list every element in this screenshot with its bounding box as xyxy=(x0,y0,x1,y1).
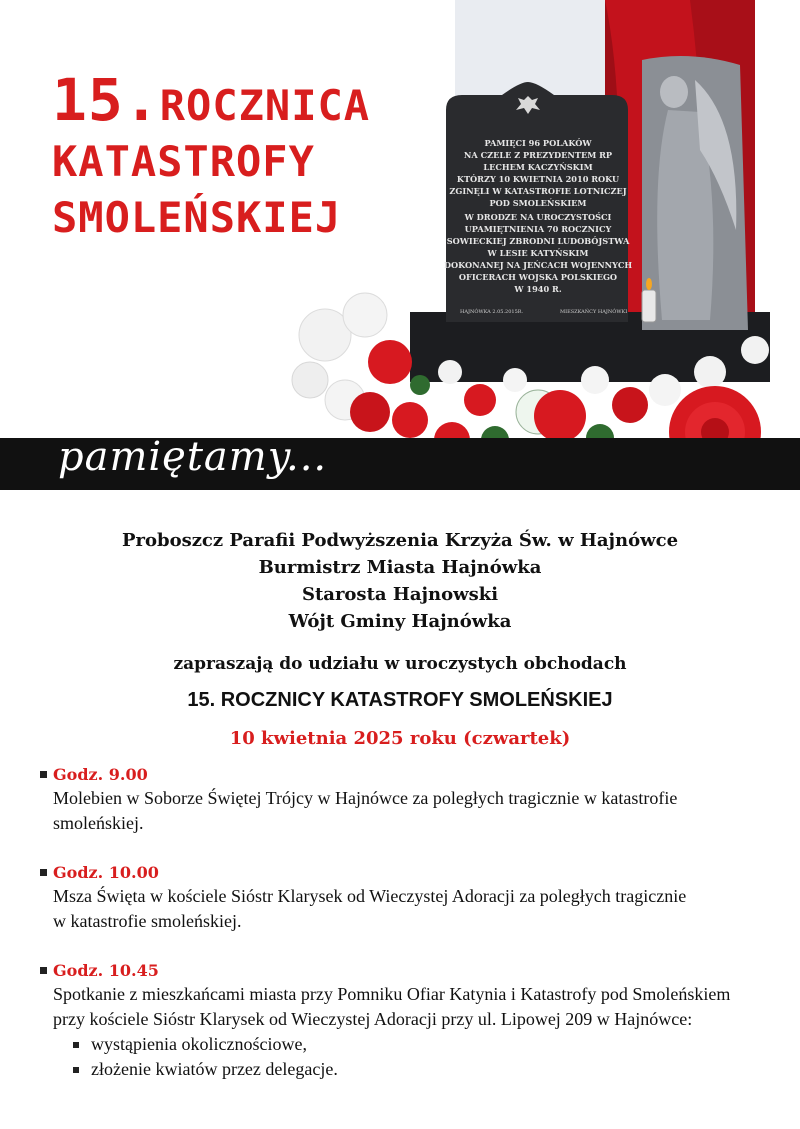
inscription-line: ZGINĘLI W KATASTROFIE LOTNICZEJ xyxy=(449,186,627,196)
schedule-item xyxy=(40,762,760,836)
inscription-line: W DRODZE NA UROCZYSTOŚCI xyxy=(464,212,612,222)
description-line: Spotkanie z mieszkańcami miasta przy Pomniku Ofiar Katynia i Katastrofy pod Smoleńskiem xyxy=(53,984,731,1004)
tablet-footer-left: HAJNÓWKA 2.05.2015R. xyxy=(460,309,524,315)
invitation-text: zapraszają do udziału w uroczystych obchodach xyxy=(173,654,627,674)
sub-list-item xyxy=(40,1057,760,1082)
description-line: przy kościele Sióstr Klarysek od Wieczystej Adoracji przy ul. Lipowej 209 w Hajnówce: xyxy=(53,1009,693,1029)
sub-bullet-icon xyxy=(73,1067,79,1073)
schedule-time: Godz. 9.00 xyxy=(53,764,148,784)
inscription-line: SOWIECKIEJ ZBRODNI LUDOBÓJSTWA xyxy=(446,236,630,246)
inscription-line: W 1940 R. xyxy=(514,284,562,294)
schedule-item xyxy=(40,958,760,1082)
inscription-line: POD SMOLEŃSKIEM xyxy=(489,198,587,208)
sub-item-text: wystąpienia okolicznościowe, xyxy=(91,1034,307,1054)
inscription-line: DOKONANEJ NA JEŃCACH WOJENNYCH xyxy=(443,260,633,270)
sub-list-item xyxy=(40,1032,760,1057)
bullet-square-icon xyxy=(40,967,47,974)
event-title: 15. ROCZNICY KATASTROFY SMOLEŃSKIEJ xyxy=(187,689,613,711)
schedule-description xyxy=(40,786,760,836)
sub-bullet-icon xyxy=(73,1042,79,1048)
description-line: Msza Święta w kościele Sióstr Klarysek od Wieczystej Adoracji za poległych tragicznie xyxy=(53,886,687,906)
sub-item-text: złożenie kwiatów przez delegacje. xyxy=(91,1059,338,1079)
bullet-square-icon xyxy=(40,869,47,876)
tablet-footer-right: MIESZKAŃCY HAJNÓWKI xyxy=(560,309,628,315)
title-number: 15. xyxy=(52,66,160,134)
schedule-time: Godz. 10.45 xyxy=(53,960,159,980)
schedule-time: Godz. 10.00 xyxy=(53,862,159,882)
inscription-line: NA CZELE Z PREZYDENTEM RP xyxy=(463,150,613,160)
description-line: w katastrofie smoleńskiej. xyxy=(53,911,242,931)
schedule-item xyxy=(40,860,760,934)
monument-photo xyxy=(270,0,800,500)
slogan-text: pamiętamy... xyxy=(58,434,328,480)
schedule-description xyxy=(40,982,760,1032)
inscription-line: UPAMIĘTNIENIA 70 ROCZNICY xyxy=(464,224,612,234)
description-line: Molebien w Soborze Świętej Trójcy w Hajnówce za poległych tragicznie w katastrofie xyxy=(53,788,678,808)
inscription-line: W LESIE KATYŃSKIM xyxy=(487,248,589,258)
host-line: Burmistrz Miasta Hajnówka xyxy=(258,557,542,578)
title-line-2: KATASTROFY xyxy=(52,137,315,186)
schedule-time-row xyxy=(40,958,760,982)
title-line-3: SMOLEŃSKIEJ xyxy=(52,193,342,242)
description-line: smoleńskiej. xyxy=(53,813,144,833)
inscription-line: OFICERACH WOJSKA POLSKIEGO xyxy=(458,272,618,282)
host-line: Starosta Hajnowski xyxy=(301,584,499,605)
schedule-description xyxy=(40,884,760,934)
schedule-time-row xyxy=(40,860,760,884)
host-line: Wójt Gminy Hajnówka xyxy=(288,611,512,632)
host-line: Proboszcz Parafii Podwyższenia Krzyża Św. w Hajnówce xyxy=(121,530,679,551)
inscription-line: KTÓRZY 10 KWIETNIA 2010 ROKU xyxy=(456,174,620,184)
inscription-line: LECHEM KACZYŃSKIM xyxy=(483,162,593,172)
title-word-rocznica: ROCZNICA xyxy=(159,81,371,130)
bullet-square-icon xyxy=(40,771,47,778)
event-date: 10 kwietnia 2025 roku (czwartek) xyxy=(229,728,571,749)
schedule-time-row xyxy=(40,762,760,786)
inscription-line: PAMIĘCI 96 POLAKÓW xyxy=(484,138,592,148)
